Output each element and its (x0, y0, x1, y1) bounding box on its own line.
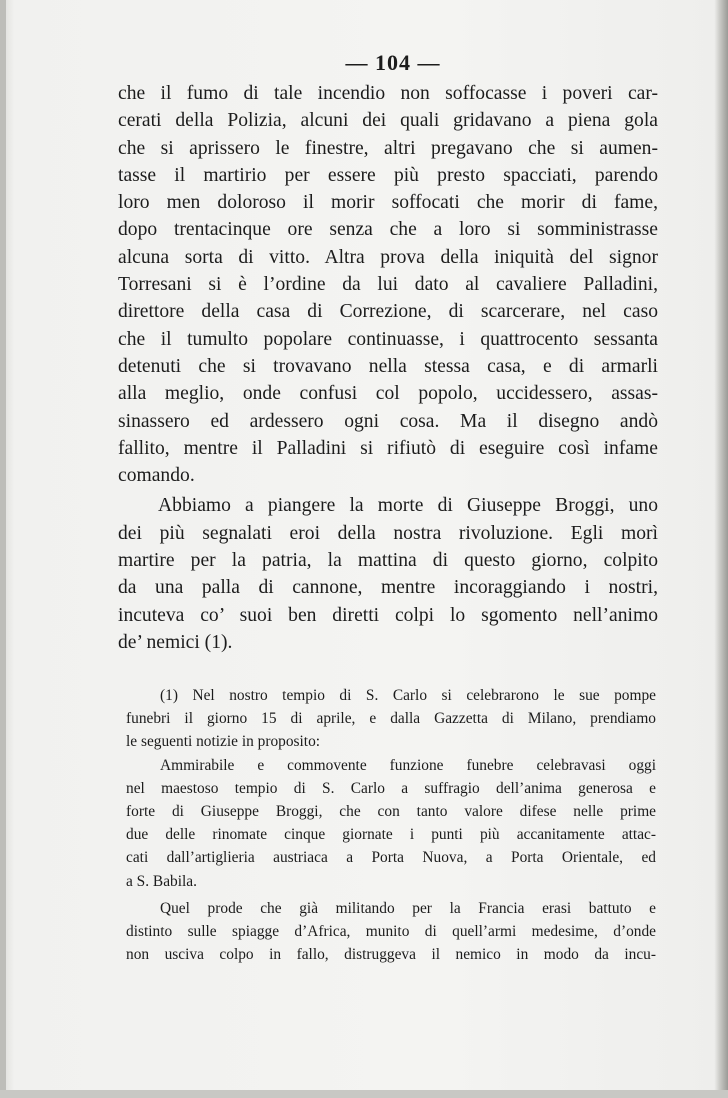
page-bottom-edge (0, 1090, 728, 1098)
footnote-line: Ammirabile e commovente funzione funebre celebravasi oggi (160, 756, 656, 774)
page-number: — 104 — (345, 50, 441, 75)
page-left-edge (0, 0, 6, 1098)
text-line: alla meglio, onde confusi col popolo, uccidessero, assas- (118, 383, 658, 405)
footnote-line: (1) Nel nostro tempio di S. Carlo si celebrarono le sue pompe (160, 687, 656, 704)
footnote-line: nel maestoso tempio di S. Carlo a suffragio dell’anima generosa e (126, 779, 656, 797)
footnote-line: Quel prode che già militando per la Francia erasi battuto e (160, 899, 656, 917)
footnote-line: due delle rinomate cinque giornate i punti più accanitamente attac- (126, 826, 656, 844)
footnote-line: le seguenti notizie in proposito: (126, 733, 321, 751)
text-line: dopo trentacinque ore senza che a loro si somministrasse (118, 219, 658, 241)
footnote-line: a S. Babila. (126, 872, 197, 890)
text-line: direttore della casa di Correzione, di scarcerare, nel caso (118, 301, 658, 323)
text-line: loro men doloroso il morir soffocati che morir di fame, (118, 192, 658, 214)
text-line: comando. (118, 465, 195, 487)
page-right-edge (714, 0, 728, 1098)
text-line: che si aprissero le finestre, altri pregavano che si aumen- (118, 137, 658, 159)
footnote (126, 684, 656, 966)
text-line: che il tumulto popolare continuasse, i quattrocento sessanta (118, 328, 658, 350)
text-line: Torresani si è l’ordine da lui dato al cavaliere Palladini, (118, 274, 658, 296)
text-line: Abbiamo a piangere la morte di Giuseppe Broggi, uno (158, 495, 658, 517)
footnote-line: forte di Giuseppe Broggi, che con tanto valore difese nelle prime (126, 803, 656, 821)
text-line: fallito, mentre il Palladini si rifiutò di eseguire così infame (118, 437, 658, 459)
text-line: cerati della Polizia, alcuni dei quali gridavano a piena gola (118, 110, 658, 132)
text-line: tasse il martirio per essere più presto spacciati, parendo (118, 164, 658, 186)
text-line: da una palla di cannone, mentre incoraggiando i nostri, (118, 577, 658, 599)
main-text (118, 80, 658, 656)
text-line: che il fumo di tale incendio non soffocasse i poveri car- (118, 83, 658, 104)
footnote-line: cati dall’artiglieria austriaca a Porta Nuova, a Porta Orientale, ed (126, 849, 656, 867)
text-line: sinassero ed ardessero ogni cosa. Ma il disegno andò (118, 410, 658, 432)
text-line: incuteva co’ suoi ben diretti colpi lo sgomento nell’animo (118, 604, 658, 626)
footnote-line: funebri il giorno 15 di aprile, e dalla Gazzetta di Milano, prendiamo (126, 710, 656, 728)
text-line: alcuna sorta di vitto. Altra prova della iniquità del signor (118, 246, 658, 268)
footnote-line: non usciva colpo in fallo, distruggeva il nemico in modo da incu- (126, 946, 656, 964)
footnote-line: distinto sulle spiagge d’Africa, munito di quell’armi medesime, d’onde (126, 923, 656, 941)
text-line: de’ nemici (1). (118, 631, 233, 653)
text-line: detenuti che si trovavano nella stessa casa, e di armarli (118, 355, 658, 377)
text-line: martire per la patria, la mattina di questo giorno, colpito (118, 550, 658, 572)
text-line: dei più segnalati eroi della nostra rivoluzione. Egli morì (118, 522, 658, 544)
